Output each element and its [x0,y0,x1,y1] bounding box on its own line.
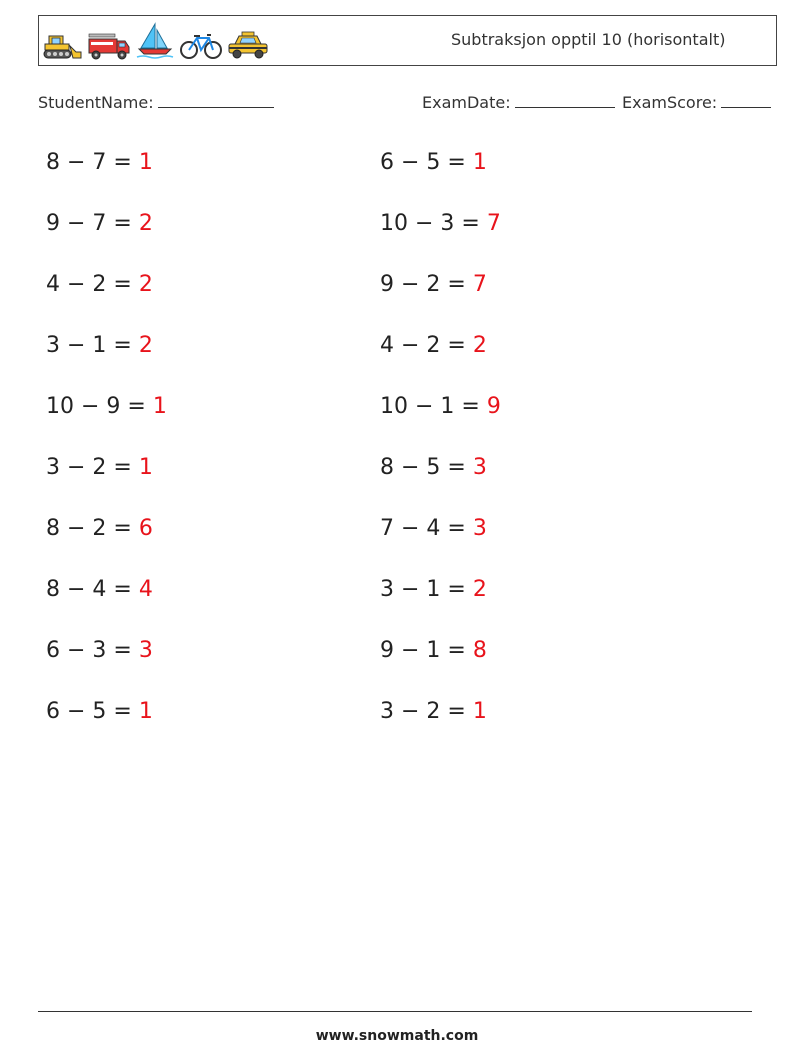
exam-score-field [622,92,771,112]
problem-question: 8 − 2 = [46,516,139,541]
bicycle-icon [179,32,223,60]
problem-question: 7 − 4 = [380,516,473,541]
problem-answer: 2 [138,333,153,358]
problem-item [46,265,167,326]
problem-item [46,448,167,509]
problem-answer: 1 [472,699,487,724]
problem-question: 9 − 2 = [380,272,473,297]
problem-answer: 1 [472,150,487,175]
problem-question: 6 − 3 = [46,638,139,663]
problem-answer: 2 [138,272,153,297]
problem-question: 9 − 7 = [46,211,139,236]
exam-score-blank[interactable] [721,92,771,108]
problem-answer: 2 [138,211,153,236]
problem-answer: 7 [486,211,501,236]
problem-question: 10 − 9 = [46,394,153,419]
problem-answer: 3 [138,638,153,663]
problem-item [380,326,501,387]
problem-answer: 2 [472,577,487,602]
problem-question: 8 − 4 = [46,577,139,602]
exam-date-label: ExamDate: [422,93,511,112]
problem-answer: 1 [138,699,153,724]
worksheet-header [38,15,777,66]
problem-question: 9 − 1 = [380,638,473,663]
problem-answer: 4 [138,577,153,602]
problem-answer: 8 [472,638,487,663]
problem-question: 8 − 7 = [46,150,139,175]
problem-item [380,265,501,326]
problem-answer: 1 [138,150,153,175]
problem-question: 8 − 5 = [380,455,473,480]
problem-item [380,387,501,448]
problem-question: 4 − 2 = [46,272,139,297]
footer-divider [38,1011,752,1012]
problem-question: 3 − 2 = [380,699,473,724]
problem-answer: 6 [138,516,153,541]
footer-site-link[interactable]: www.snowmath.com [315,1028,479,1044]
problem-answer: 2 [472,333,487,358]
exam-date-blank[interactable] [515,92,615,108]
problem-item [46,204,167,265]
problem-answer: 1 [138,455,153,480]
problem-question: 3 − 1 = [46,333,139,358]
fire-truck-icon [87,30,131,60]
taxi-icon [227,30,269,60]
problem-item [380,692,501,753]
problem-item [46,570,167,631]
exam-score-label: ExamScore: [622,93,718,112]
problem-answer: 7 [472,272,487,297]
problem-answer: 3 [472,455,487,480]
problem-answer: 1 [152,394,167,419]
problem-item [46,387,167,448]
sailboat-icon [135,22,175,60]
problem-item [46,692,167,753]
problem-item [380,631,501,692]
problem-question: 3 − 1 = [380,577,473,602]
student-name-label: StudentName: [38,93,154,112]
problem-question: 10 − 1 = [380,394,487,419]
exam-date-field [422,92,615,112]
problem-question: 4 − 2 = [380,333,473,358]
problem-answer: 3 [472,516,487,541]
header-icons [43,22,269,60]
bulldozer-icon [43,30,83,60]
problem-item [380,448,501,509]
problem-item [380,204,501,265]
problems-right-column [380,143,501,753]
problem-item [46,509,167,570]
student-name-blank[interactable] [158,92,274,108]
problem-item [46,326,167,387]
problems-left-column [46,143,167,753]
problem-answer: 9 [486,394,501,419]
problem-item [46,631,167,692]
problem-item [380,509,501,570]
problem-question: 6 − 5 = [380,150,473,175]
problem-item [46,143,167,204]
worksheet-title: Subtraksjon opptil 10 (horisontalt) [451,30,726,49]
problem-question: 10 − 3 = [380,211,487,236]
problem-item [380,570,501,631]
student-name-field [38,92,274,112]
problem-question: 6 − 5 = [46,699,139,724]
problem-question: 3 − 2 = [46,455,139,480]
problem-item [380,143,501,204]
